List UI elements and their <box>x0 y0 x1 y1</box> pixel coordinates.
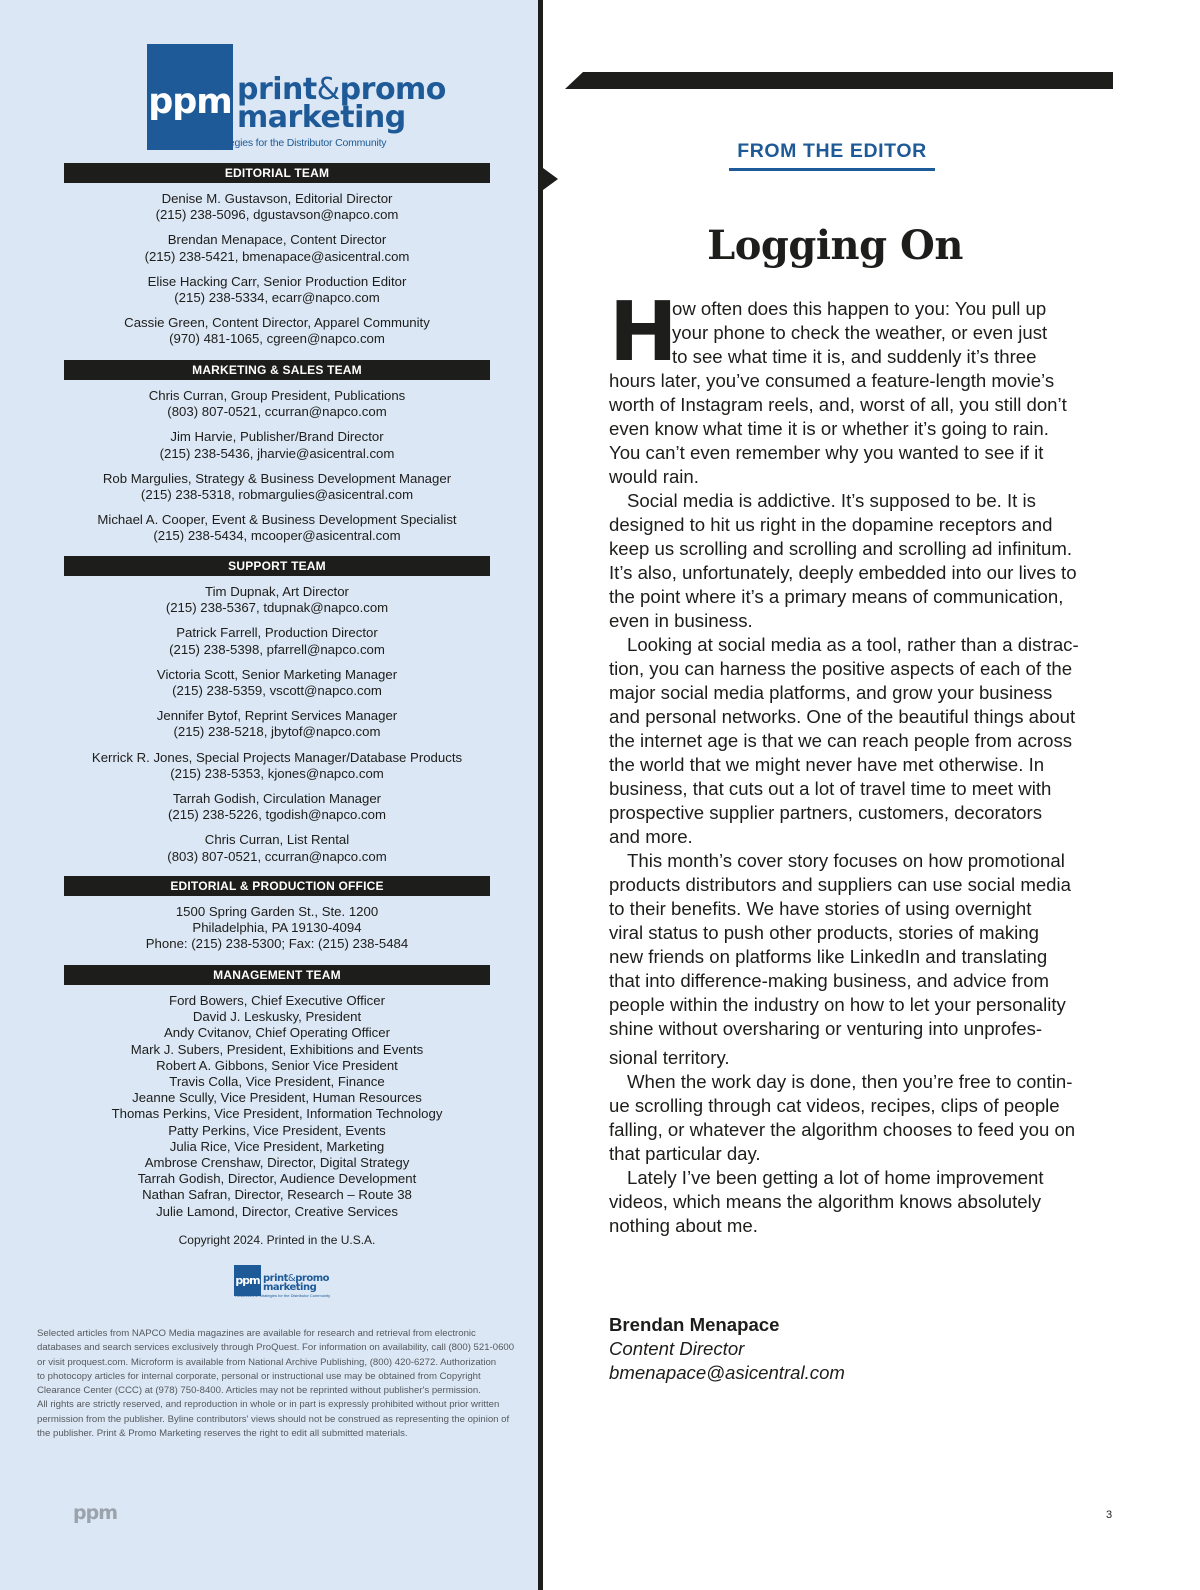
drop-cap: H <box>609 285 678 380</box>
support-team-list <box>64 584 490 874</box>
legal-fineprint: Selected articles from NAPCO Media magazines are available for research and retrieval from electronic databases and search services exclusively through ProQuest. For information on availability, call (800) 521-0600 or visit proquest.com. Microform is available from National Archive Publishing, (800) 420-6272. Authorization to photocopy articles for internal corporate, personal or instructional use may be obtained from Copyright Clearance Center (CCC) at (978) 750-8400. Articles may not be reprinted without publisher's permission. All rights are strictly reserved, and reproduction in whole or in part is expressly prohibited without prior written permission from the publisher. Byline contributors' views should not be construed as representing the opinion of the publisher. Print & Promo Marketing reserves the right to edit all submitted materials. <box>37 1328 515 1440</box>
editorial-team-list <box>64 191 490 357</box>
section-header-marketing-sales: MARKETING & SALES TEAM <box>64 360 490 380</box>
logo-tagline: Resources & Strategies for the Distributor Community <box>147 137 387 150</box>
staff-entry: Victoria Scott, Senior Marketing Manager (215) 238-5359, vscott@napco.com <box>156 666 398 699</box>
marketing-team-list <box>64 388 490 554</box>
author-role: Content Director <box>609 1338 745 1359</box>
staff-entry: Tarrah Godish, Circulation Manager (215) 238-5226, tgodish@napco.com <box>168 791 386 823</box>
copyright-notice: Copyright 2024. Printed in the U.S.A. <box>178 1233 376 1247</box>
footer-logo: ppm <box>73 1502 117 1524</box>
section-header-management: MANAGEMENT TEAM <box>64 965 490 985</box>
logo-tagline: Resources & Strategies for the Distributor Community <box>235 1293 331 1299</box>
brand-logo <box>147 44 446 150</box>
article-headline: Logging On <box>707 222 963 269</box>
page-number: 3 <box>1106 1509 1113 1521</box>
staff-entry: Cassie Green, Content Director, Apparel Community (970) 481-1065, cgreen@napco.com <box>124 315 430 347</box>
divider-arrow-icon <box>543 168 558 190</box>
author-email: bmenapace@asicentral.com <box>609 1362 845 1383</box>
staff-entry: Kerrick R. Jones, Special Projects Manager/Database Products (215) 238-5353, kjones@napco.com <box>91 749 463 781</box>
staff-entry: Rob Margulies, Strategy & Business Development Manager (215) 238-5318, robmargulies@asicentral.com <box>102 470 452 503</box>
logo-wordmark: print&promo marketing <box>237 72 446 135</box>
author-name: Brendan Menapace <box>609 1314 780 1335</box>
staff-entry: Chris Curran, Group President, Publications (803) 807-0521, ccurran@napco.com <box>148 388 406 420</box>
staff-entry: Elise Hacking Carr, Senior Production Editor (215) 238-5334, ecarr@napco.com <box>147 273 407 306</box>
section-header-office: EDITORIAL & PRODUCTION OFFICE <box>64 876 490 896</box>
staff-entry: Tim Dupnak, Art Director (215) 238-5367, tdupnak@napco.com <box>165 584 389 616</box>
staff-entry: Jennifer Bytof, Reprint Services Manager (215) 238-5218, jbytof@napco.com <box>156 708 398 740</box>
logo-wordmark: print&promo marketing <box>263 1273 329 1294</box>
header-stripe <box>565 72 1113 89</box>
brand-logo-small <box>234 1265 330 1298</box>
masthead-panel <box>0 0 538 1590</box>
section-header-editorial-team: EDITORIAL TEAM <box>64 163 490 183</box>
staff-entry: Denise M. Gustavson, Editorial Director (215) 238-5096, dgustavson@napco.com <box>155 191 399 223</box>
author-byline <box>609 1313 845 1385</box>
office-address: 1500 Spring Garden St., Ste. 1200 Philadelphia, PA 19130-4094 Phone: (215) 238-5300; Fax: (215) 238-5484 <box>145 904 409 952</box>
logo-mark: ppm <box>234 1265 261 1296</box>
staff-entry: Patrick Farrell, Production Director (215) 238-5398, pfarrell@napco.com <box>169 625 385 657</box>
management-team-list: Ford Bowers, Chief Executive Officer David J. Leskusky, President Andy Cvitanov, Chief Operating Officer Mark J. Subers, President, Exhibitions and Events Robert A. Gibbons, Senior Vice President Travis Colla, Vice President, Finance Jeanne Scully, Vice President, Human Resources Thomas Perkins, Vice President, Information Technology Patty Perkins, Vice President, Events Julia Rice, Vice President, Marketing Ambrose Crenshaw, Director, Digital Strategy Tarrah Godish, Director, Audience Development Nathan Safran, Director, Research – Route 38 Julie Lamond, Director, Creative Services <box>111 993 443 1219</box>
section-kicker: FROM THE EDITOR <box>729 140 935 171</box>
section-header-support-team: SUPPORT TEAM <box>64 556 490 576</box>
logo-mark: ppm <box>147 44 233 150</box>
staff-entry: Michael A. Cooper, Event & Business Development Specialist (215) 238-5434, mcooper@asicentral.com <box>97 512 457 544</box>
staff-entry: Jim Harvie, Publisher/Brand Director (215) 238-5436, jharvie@asicentral.com <box>159 429 395 461</box>
article-body: H ow often does this happen to you: You pull up your phone to check the weather, or even just to see what time it is, and suddenly it’s three hours later, you’ve consumed a feature-length movie’s worth of Instagram reels, and, worst of all, you still don’t even know what time it is or whether it’s going to rain. You can’t even remember why you wanted to see if it would rain. Social media is addictive. It’s supposed to be. It is designed to hit us right in the dopamine receptors and keep us scrolling and scrolling and scrolling ad infinitum. It’s also, unfortunately, deeply embedded into our lives to the point where it’s a primary means of communication, even in business. Looking at social media as a tool, rather than a distrac- tion, you can harness the positive aspects of each of the major social media platforms, and grow your business and personal networks. One of the beautiful things about the internet age is that we can reach people from across the world that we might never have met otherwise. In business, that cuts out a lot of travel time to meet with prospective supplier partners, customers, decorators and more. This month’s cover story focuses on how promotional products distributors and suppliers can use social media to their benefits. We have stories of using overnight viral status to push other products, stories of making new friends on platforms like LinkedIn and translating that into difference-making business, and advice from people within the industry on how to let your personality shine without oversharing or venturing into unprofes- sional territory. When the work day is done, then you’re free to contin- ue scrolling through cat videos, recipes, clips of people falling, or whatever the algorithm chooses to feed you on that particular day. Lately I’ve been getting a lot of home improvement videos, which means the algorithm knows absolutely nothing about me. <box>609 285 1079 1236</box>
column-divider <box>538 0 543 1590</box>
staff-entry: Chris Curran, List Rental (803) 807-0521, ccurran@napco.com <box>167 832 387 864</box>
staff-entry: Brendan Menapace, Content Director (215) 238-5421, bmenapace@asicentral.com <box>144 232 410 264</box>
